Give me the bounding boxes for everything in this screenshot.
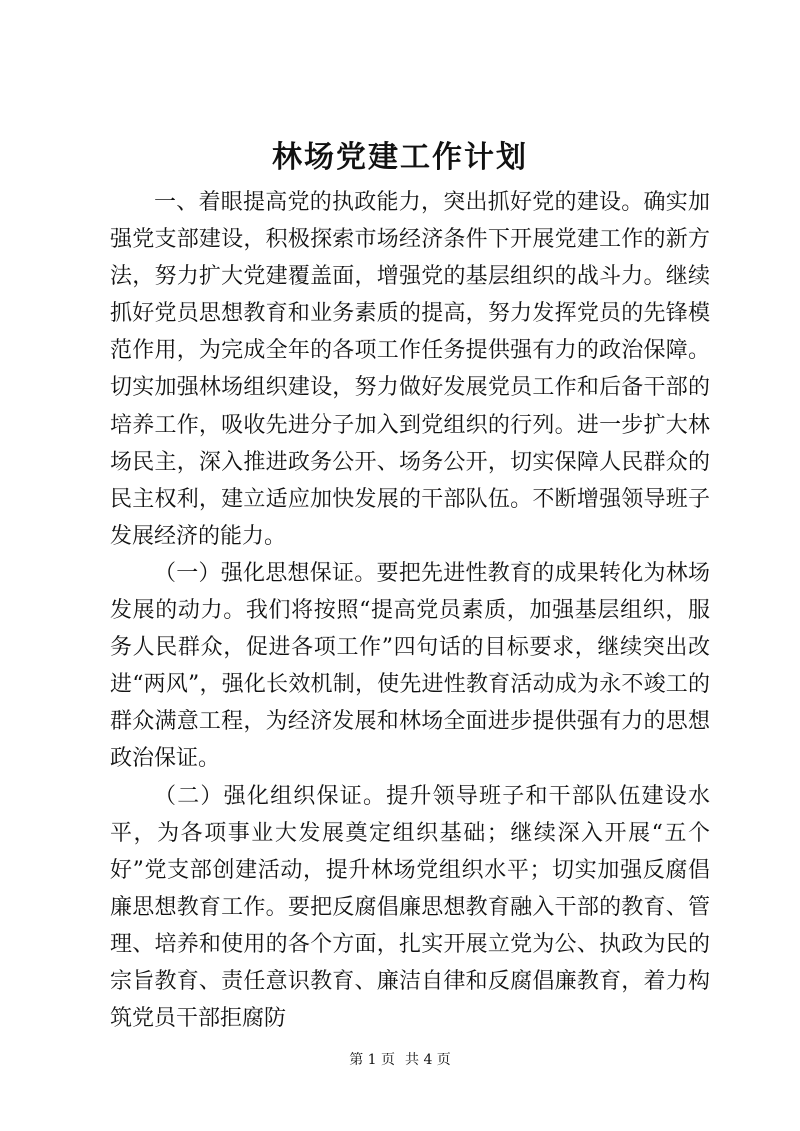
paragraph-2: （一）强化思想保证。要把先进性教育的成果转化为林场发展的动力。我们将按照“提高党员素质，加强基层组织，服务人民群众，促进各项工作”四句话的目标要求，继续突出改进“两风”，强化长效机制，使先进性教育活动成为永不竣工的群众满意工程，为经济发展和林场全面进步提供强有力的思想政治保证。 bbox=[110, 560, 710, 772]
page-title: 林场党建工作计划 bbox=[272, 140, 528, 175]
paragraph-3: （二）强化组织保证。提升领导班子和干部队伍建设水平，为各项事业大发展奠定组织基础；继续深入开展“五个好”党支部创建活动，提升林场党组织水平；切实加强反腐倡廉思想教育工作。要把反腐倡廉思想教育融入干部的教育、管理、培养和使用的各个方面，扎实开展立党为公、执政为民的宗旨教育、责任意识教育、廉洁自律和反腐倡廉教育，着力构筑党员干部拒腐防 bbox=[110, 783, 710, 1032]
document-body bbox=[110, 184, 710, 1037]
page-number: 第 1 页 bbox=[349, 1052, 395, 1068]
paragraph-1: 一、着眼提高党的执政能力，突出抓好党的建设。确实加强党支部建设，积极探索市场经济条件下开展党建工作的新方法，努力扩大党建覆盖面，增强党的基层组织的战斗力。继续抓好党员思想教育和业务素质的提高，努力发挥党员的先锋模范作用，为完成全年的各项工作任务提供强有力的政治保障。切实加强林场组织建设，努力做好发展党员工作和后备干部的培养工作，吸收先进分子加入到党组织的行列。进一步扩大林场民主，深入推进政务公开、场务公开，切实保障人民群众的民主权利，建立适应加快发展的干部队伍。不断增强领导班子发展经济的能力。 bbox=[110, 190, 710, 549]
page-total: 共 4 页 bbox=[405, 1052, 451, 1068]
page-footer bbox=[0, 1050, 800, 1070]
